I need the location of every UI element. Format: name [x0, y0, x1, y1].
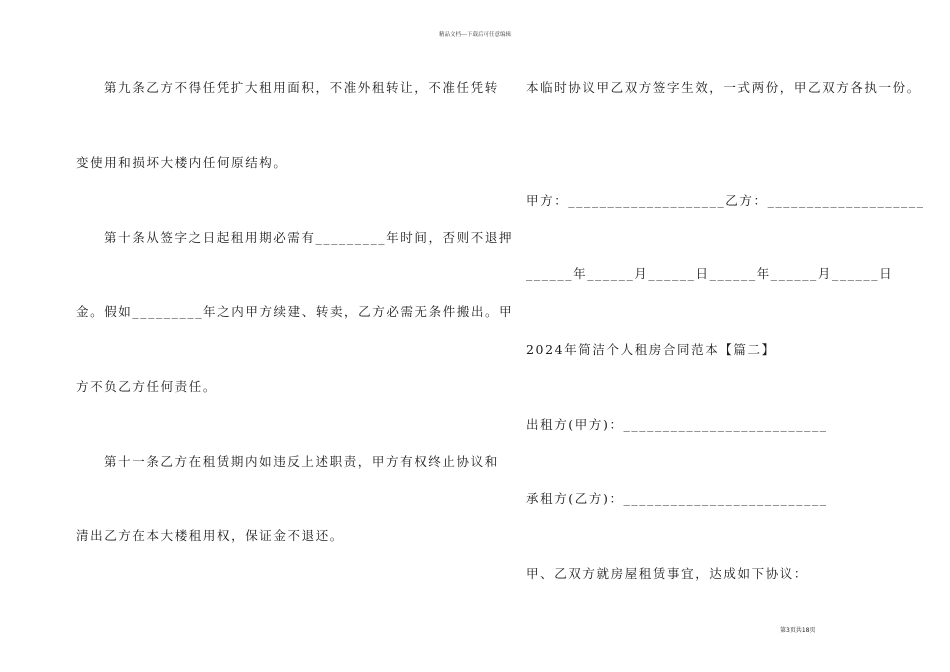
left-line-4: 金。假如_________年之内甲方续建、转卖，乙方必需无条件搬出。甲 [76, 304, 514, 319]
right-line-2: 甲方：____________________乙方：____________________ [526, 193, 925, 208]
left-line-6: 第十一条乙方在租赁期内如违反上述职责，甲方有权终止协议和 [104, 454, 499, 469]
right-line-4: 2024年简洁个人租房合同范本【篇二】 [526, 342, 776, 357]
left-line-5: 方不负乙方任何责任。 [76, 379, 218, 394]
left-line-7: 清出乙方在本大楼租用权，保证金不退还。 [76, 528, 344, 543]
page-header: 精品文档---下载后可任意编辑 [439, 32, 511, 38]
right-line-1: 本临时协议甲乙双方签字生效，一式两份，甲乙双方各执一份。 [526, 80, 921, 95]
left-line-2: 变使用和损坏大楼内任何原结构。 [76, 155, 288, 170]
left-line-3: 第十条从签字之日起租用期必需有_________年时间，否则不退押 [104, 230, 514, 245]
right-line-7: 甲、乙双方就房屋租赁事宜，达成如下协议： [526, 566, 809, 581]
right-line-6: 承租方(乙方)：__________________________ [526, 491, 828, 506]
right-line-3: ______年______月______日______年______月______日 [526, 266, 894, 281]
page-number: 第3页共18页 [780, 627, 816, 634]
right-line-5: 出租方(甲方)：__________________________ [526, 417, 828, 432]
left-line-1: 第九条乙方不得任凭扩大租用面积，不准外租转让，不准任凭转 [104, 80, 499, 95]
